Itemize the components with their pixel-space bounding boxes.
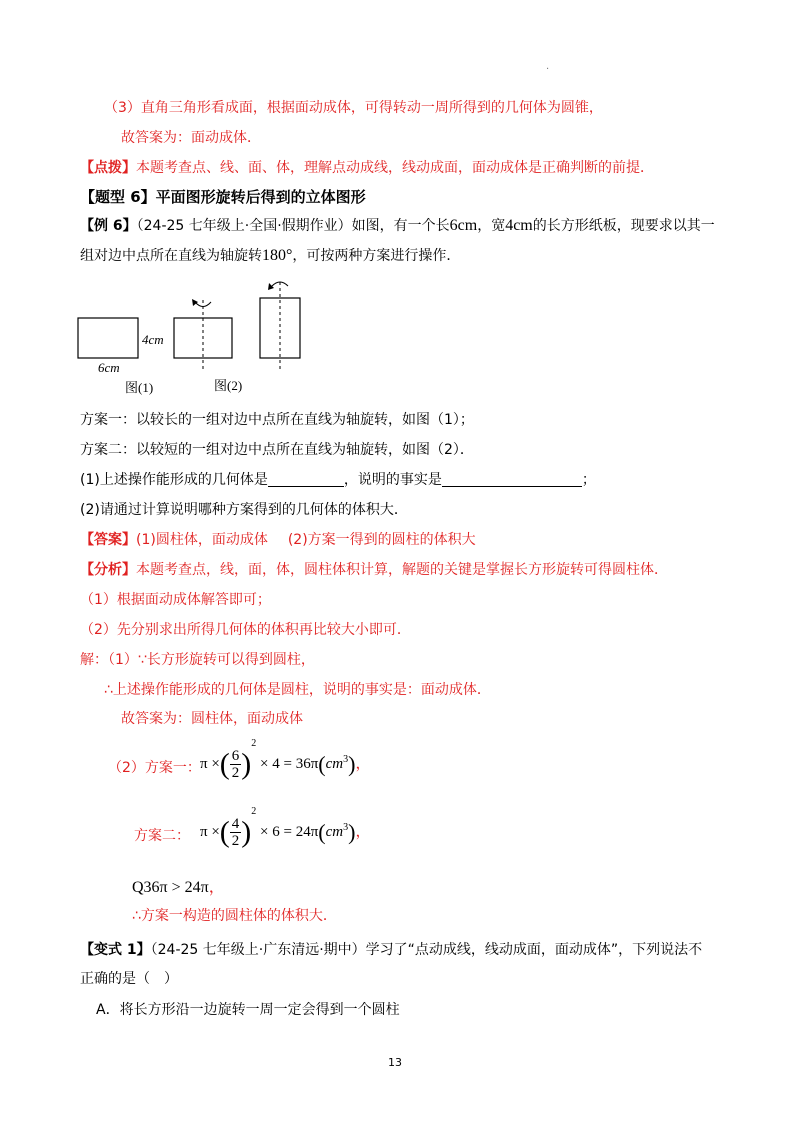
label-4cm: 4cm: [142, 332, 164, 347]
solution-line-1: 解：（1）∵长方形旋转可以得到圆柱，: [80, 652, 315, 668]
answer-block: 【答案】(1)圆柱体，面动成体 (2)方案一得到的圆柱的体积大: [80, 532, 476, 548]
example-line-2: 组对边中点所在直线为轴旋转180°，可按两种方案进行操作．: [80, 247, 461, 264]
blank-1[interactable]: [268, 472, 344, 487]
plan-two: 方案二：以较短的一组对边中点所在直线为轴旋转，如图（2）．: [80, 442, 474, 458]
formula-plan-one: π ×( $\frac{6}{2}$ )$^2 \times 4 = 36\pi(cm^3)$，: [200, 738, 371, 782]
solution-line-3: （3）直角三角形看成面，根据面动成体，可得转动一周所得到的几何体为圆锥，: [104, 100, 603, 116]
solution-line-2: ∴上述操作能形成的几何体是圆柱，说明的事实是：面动成体．: [104, 682, 491, 698]
analysis-block: 【分析】本题考查点，线，面，体，圆柱体积计算，解题的关键是掌握长方形旋转可得圆柱体．: [80, 562, 668, 578]
plan-one: 方案一：以较长的一组对边中点所在直线为轴旋转，如图（1）；: [80, 412, 474, 428]
answer-line: 故答案为：面动成体．: [121, 130, 261, 146]
rotation-figure: [70, 278, 330, 398]
variant-1-line-2: 正确的是（ ）: [80, 971, 178, 987]
formula-plan-two: π ×( $\frac{4}{2}$ )$^2 \times 6 = 24\pi(cm^3)$，: [200, 806, 371, 850]
option-a: A．将长方形沿一边旋转一周一定会得到一个圆柱: [96, 1002, 400, 1018]
arrowhead-fig3: [268, 283, 274, 290]
label-6cm: 6cm: [98, 360, 120, 375]
example-line-1: 【例 6】（24-25 七年级上·全国·假期作业）如图，有一个长6cm，宽4cm的长方形纸板，现要求以其一: [80, 217, 715, 234]
comparison-line: Q36π > 24π，: [132, 879, 225, 896]
arrowhead-fig2: [192, 299, 198, 306]
caption-fig2: 图(2): [214, 378, 243, 393]
plan-one-label: （2）方案一：: [108, 760, 201, 776]
page-number: 13: [388, 1056, 402, 1069]
tip-line: 【点拨】本题考查点、线、面、体，理解点动成线，线动成面，面动成体是正确判断的前提．: [80, 160, 654, 176]
section-heading: 【题型 6】平面图形旋转后得到的立体图形: [80, 188, 366, 206]
rectangle-fig1: [78, 318, 138, 358]
question-1: (1)上述操作能形成的几何体是 ，说明的事实是 ；: [80, 472, 596, 488]
solution-answer: 故答案为：圆柱体，面动成体: [121, 711, 303, 727]
plan-two-label: 方案二：: [134, 828, 190, 844]
caption-fig1: 图(1): [125, 380, 154, 395]
scan-dot: ·: [546, 64, 550, 75]
analysis-step-2: （2）先分别求出所得几何体的体积再比较大小即可．: [80, 622, 411, 638]
blank-2[interactable]: [442, 472, 582, 487]
question-2: (2)请通过计算说明哪种方案得到的几何体的体积大．: [80, 502, 408, 518]
conclusion-line: ∴方案一构造的圆柱体的体积大．: [132, 908, 337, 924]
variant-1-line-1: 【变式 1】（24-25 七年级上·广东清远·期中）学习了“点动成线，线动成面，面动成体”，下列说法不: [80, 942, 703, 958]
analysis-step-1: （1）根据面动成体解答即可；: [80, 592, 271, 608]
